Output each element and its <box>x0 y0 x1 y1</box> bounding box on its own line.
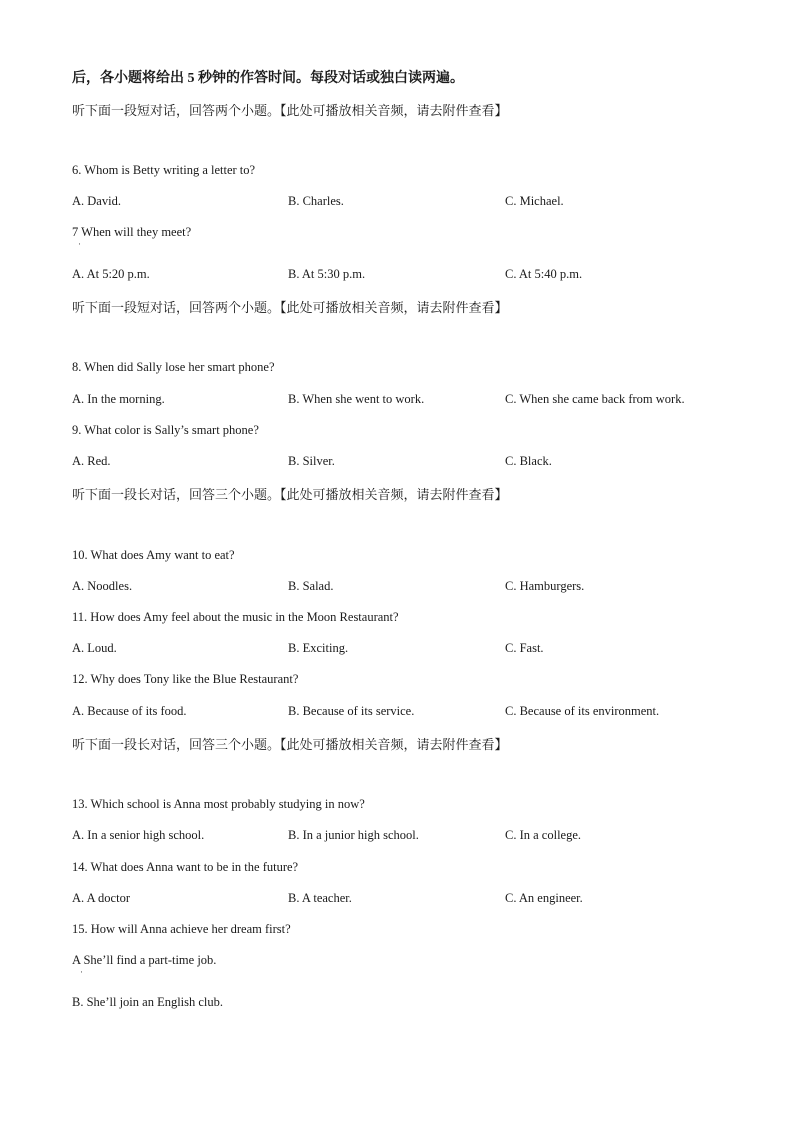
option-10c: C. Hamburgers. <box>505 579 585 593</box>
question-14: 14. What does Anna want to be in the future? <box>72 860 299 874</box>
question-11: 11. How does Amy feel about the music in the Moon Restaurant? <box>72 610 399 624</box>
option-9b: B. Silver. <box>288 454 335 468</box>
instruction-long-2: 听下面一段长对话，回答三个小题。【此处可播放相关音频，请去附件查看】 <box>72 737 508 752</box>
question-8: 8. When did Sally lose her smart phone? <box>72 360 275 374</box>
question-9: 9. What color is Sally’s smart phone? <box>72 423 259 437</box>
option-11a: A. Loud. <box>72 641 117 655</box>
question-10: 10. What does Amy want to eat? <box>72 548 235 562</box>
option-15b: B. She’ll join an English club. <box>72 995 224 1009</box>
dot-mark: · <box>80 967 83 977</box>
option-8a: A. In the morning. <box>72 392 165 406</box>
question-15: 15. How will Anna achieve her dream first? <box>72 922 291 936</box>
instruction-short-1: 听下面一段短对话，回答两个小题。【此处可播放相关音频，请去附件查看】 <box>72 103 508 118</box>
option-7c: C. At 5:40 p.m. <box>505 267 583 281</box>
instruction-short-2: 听下面一段短对话，回答两个小题。【此处可播放相关音频，请去附件查看】 <box>72 300 508 315</box>
option-14b: B. A teacher. <box>288 891 352 905</box>
option-10a: A. Noodles. <box>72 579 133 593</box>
option-8c: C. When she came back from work. <box>505 392 685 406</box>
option-10b: B. Salad. <box>288 579 334 593</box>
instruction-long-1: 听下面一段长对话，回答三个小题。【此处可播放相关音频，请去附件查看】 <box>72 487 508 502</box>
option-9c: C. Black. <box>505 454 552 468</box>
option-6c: C. Michael. <box>505 194 564 208</box>
option-7a: A. At 5:20 p.m. <box>72 267 150 281</box>
option-12a: A. Because of its food. <box>72 704 187 718</box>
option-11c: C. Fast. <box>505 641 544 655</box>
option-13b: B. In a junior high school. <box>288 828 419 842</box>
option-13a: A. In a senior high school. <box>72 828 205 842</box>
question-12: 12. Why does Tony like the Blue Restaurant? <box>72 672 299 686</box>
option-6a: A. David. <box>72 194 121 208</box>
option-7b: B. At 5:30 p.m. <box>288 267 366 281</box>
question-13: 13. Which school is Anna most probably studying in now? <box>72 797 365 811</box>
question-6: 6. Whom is Betty writing a letter to? <box>72 163 256 177</box>
option-12c: C. Because of its environment. <box>505 704 660 718</box>
option-11b: B. Exciting. <box>288 641 349 655</box>
option-13c: C. In a college. <box>505 828 582 842</box>
option-9a: A. Red. <box>72 454 111 468</box>
option-14c: C. An engineer. <box>505 891 583 905</box>
dot-mark: · <box>78 239 81 249</box>
question-7: 7 When will they meet? <box>72 225 192 239</box>
heading: 后，各小题将给出 5 秒钟的作答时间。每段对话或独白读两遍。 <box>72 71 464 86</box>
option-15a: A She’ll find a part-time job. <box>72 953 217 967</box>
option-12b: B. Because of its service. <box>288 704 415 718</box>
option-8b: B. When she went to work. <box>288 392 425 406</box>
option-6b: B. Charles. <box>288 194 344 208</box>
option-14a: A. A doctor <box>72 891 130 905</box>
